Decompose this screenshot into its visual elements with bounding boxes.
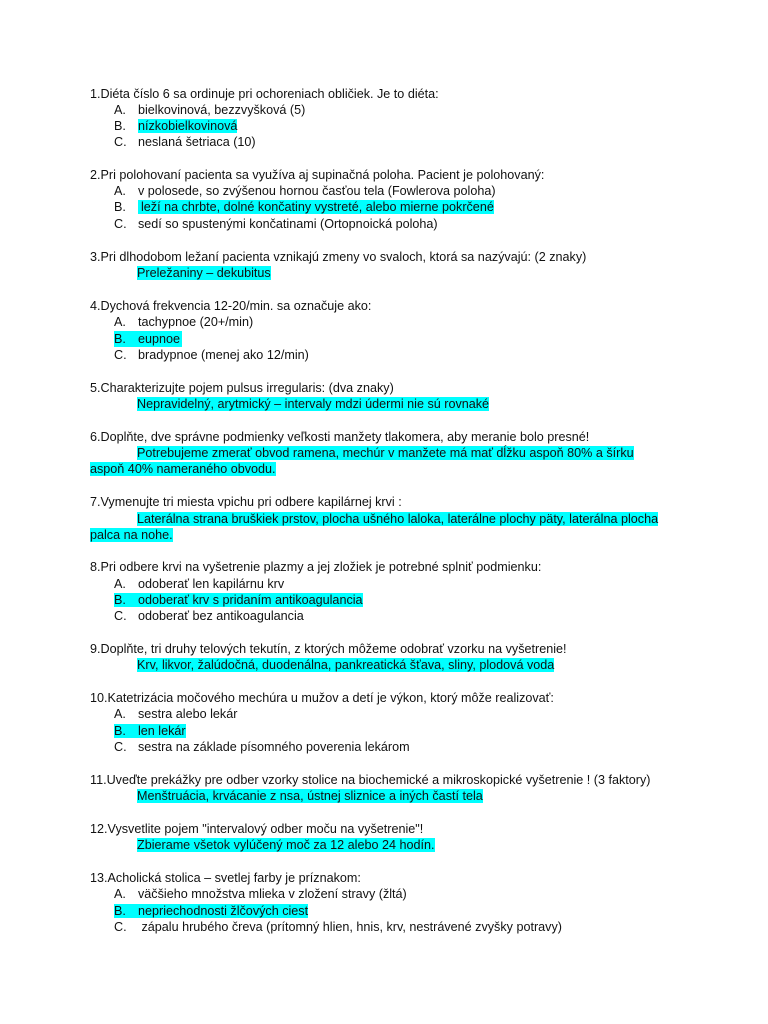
option-2b	[114, 199, 494, 215]
highlighted-answer: Zbierame všetok vylúčený moč za 12 alebo 24 hodín.	[137, 838, 435, 852]
answer-5	[137, 396, 489, 412]
question-3: 3.Pri dlhodobom ležaní pacienta vznikajú zmeny vo svaloch, ktorá sa nazývajú: (2 znaky)	[90, 250, 587, 264]
option-letter: B.	[114, 593, 126, 607]
option-letter: C.	[114, 609, 127, 623]
option-letter: C.	[114, 920, 127, 934]
highlighted-answer	[114, 593, 363, 607]
question-4: 4.Dychová frekvencia 12-20/min. sa označuje ako:	[90, 299, 372, 313]
option-2c	[114, 216, 438, 232]
option-letter: C.	[114, 135, 127, 149]
highlighted-answer: aspoň 40% nameraného obvodu.	[90, 462, 276, 476]
option-letter: B.	[114, 200, 126, 214]
option-text: sestra na základe písomného poverenia lekárom	[138, 740, 410, 754]
highlighted-answer: Krv, likvor, žalúdočná, duodenálna, pankreatická šťava, sliny, plodová voda	[137, 658, 555, 672]
question-6: 6.Doplňte, dve správne podmienky veľkosti manžety tlakomera, aby meranie bolo presné!	[90, 430, 590, 444]
option-10b	[114, 723, 186, 739]
question-11: 11.Uveďte prekážky pre odber vzorky stolice na biochemické a mikroskopické vyšetrenie ! (3 faktory)	[90, 773, 651, 787]
question-13: 13.Acholická stolica – svetlej farby je príznakom:	[90, 871, 361, 885]
option-1c	[114, 134, 256, 150]
option-text: väčšieho množstva mlieka v zložení stravy (žltá)	[138, 887, 407, 901]
option-letter: A.	[114, 577, 126, 591]
answer-7	[137, 511, 658, 527]
option-letter: A.	[114, 184, 126, 198]
question-5: 5.Charakterizujte pojem pulsus irregularis: (dva znaky)	[90, 381, 394, 395]
option-8b	[114, 592, 363, 608]
option-4a	[114, 314, 253, 330]
answer-6-continued	[90, 461, 276, 477]
answer-6	[137, 445, 634, 461]
option-8a	[114, 576, 284, 592]
highlighted-answer: Potrebujeme zmerať obvod ramena, mechúr v manžete má mať dĺžku aspoň 80% a šírku	[137, 446, 634, 460]
option-4b	[114, 331, 182, 347]
option-letter: B.	[114, 119, 126, 133]
option-1b	[114, 118, 237, 134]
option-text: neslaná šetriaca (10)	[138, 135, 256, 149]
option-text: odoberať bez antikoagulancia	[138, 609, 304, 623]
option-text: bielkovinová, bezzvyšková (5)	[138, 103, 306, 117]
highlighted-answer: palca na nohe.	[90, 528, 173, 542]
option-text: tachypnoe (20+/min)	[138, 315, 254, 329]
question-8: 8.Pri odbere krvi na vyšetrenie plazmy a jej zložiek je potrebné splniť podmienku:	[90, 560, 542, 574]
highlighted-answer: Nepravidelný, arytmický – intervaly mdzi údermi nie sú rovnaké	[137, 397, 490, 411]
option-letter: C.	[114, 740, 127, 754]
option-letter: C.	[114, 348, 127, 362]
option-8c	[114, 608, 304, 624]
answer-7-continued	[90, 527, 173, 543]
option-text: sedí so spustenými končatinami (Ortopnoická poloha)	[138, 217, 438, 231]
option-13c	[114, 919, 562, 935]
option-13a	[114, 886, 407, 902]
highlighted-answer	[114, 904, 308, 918]
highlighted-answer	[114, 331, 182, 347]
highlighted-answer: Menštruácia, krvácanie z nsa, ústnej sliznice a iných častí tela	[137, 789, 483, 803]
option-text: eupnoe	[138, 332, 181, 346]
option-10a	[114, 706, 237, 722]
option-letter: A.	[114, 707, 126, 721]
option-text: odoberať len kapilárnu krv	[138, 577, 285, 591]
option-letter: B.	[114, 724, 126, 738]
option-letter: A.	[114, 887, 126, 901]
answer-9	[137, 657, 554, 673]
answer-12	[137, 837, 435, 853]
highlighted-answer: leží na chrbte, dolné končatiny vystreté, alebo mierne pokrčené	[138, 200, 494, 214]
option-10c	[114, 739, 410, 755]
answer-3	[137, 265, 271, 281]
highlighted-answer: Preležaniny – dekubitus	[137, 266, 271, 280]
highlighted-answer: nízkobielkovinová	[138, 119, 238, 133]
option-letter: C.	[114, 217, 127, 231]
option-text: bradypnoe (menej ako 12/min)	[138, 348, 309, 362]
option-letter: A.	[114, 103, 126, 117]
option-letter: A.	[114, 315, 126, 329]
option-4c	[114, 347, 309, 363]
question-2: 2.Pri polohovaní pacienta sa využíva aj supinačná poloha. Pacient je polohovaný:	[90, 168, 545, 182]
option-1a	[114, 102, 305, 118]
option-letter: B.	[114, 904, 126, 918]
highlighted-answer	[114, 724, 186, 738]
question-10: 10.Katetrizácia močového mechúra u mužov a detí je výkon, ktorý môže realizovať:	[90, 691, 554, 705]
answer-11	[137, 788, 483, 804]
question-12: 12.Vysvetlite pojem "intervalový odber moču na vyšetrenie"!	[90, 822, 424, 836]
option-text: nepriechodnosti žlčových ciest	[138, 904, 309, 918]
question-9: 9.Doplňte, tri druhy telových tekutín, z ktorých môžeme odobrať vzorku na vyšetrenie!	[90, 642, 567, 656]
option-text: v polosede, so zvýšenou hornou časťou tela (Fowlerova poloha)	[138, 184, 496, 198]
question-7: 7.Vymenujte tri miesta vpichu pri odbere kapilárnej krvi :	[90, 495, 402, 509]
option-letter: B.	[114, 332, 126, 346]
option-2a	[114, 183, 496, 199]
option-text: zápalu hrubého čreva (prítomný hlien, hnis, krv, nestrávené zvyšky potravy)	[138, 920, 562, 934]
highlighted-answer: Laterálna strana bruškiek prstov, plocha ušného laloka, laterálne plochy päty, laterálna plocha	[137, 512, 659, 526]
option-text: len lekár	[138, 724, 186, 738]
option-13b	[114, 903, 308, 919]
option-text: odoberať krv s pridaním antikoagulancia	[138, 593, 363, 607]
option-text: sestra alebo lekár	[138, 707, 238, 721]
question-1: 1.Diéta číslo 6 sa ordinuje pri ochoreniach obličiek. Je to diéta:	[90, 87, 439, 101]
